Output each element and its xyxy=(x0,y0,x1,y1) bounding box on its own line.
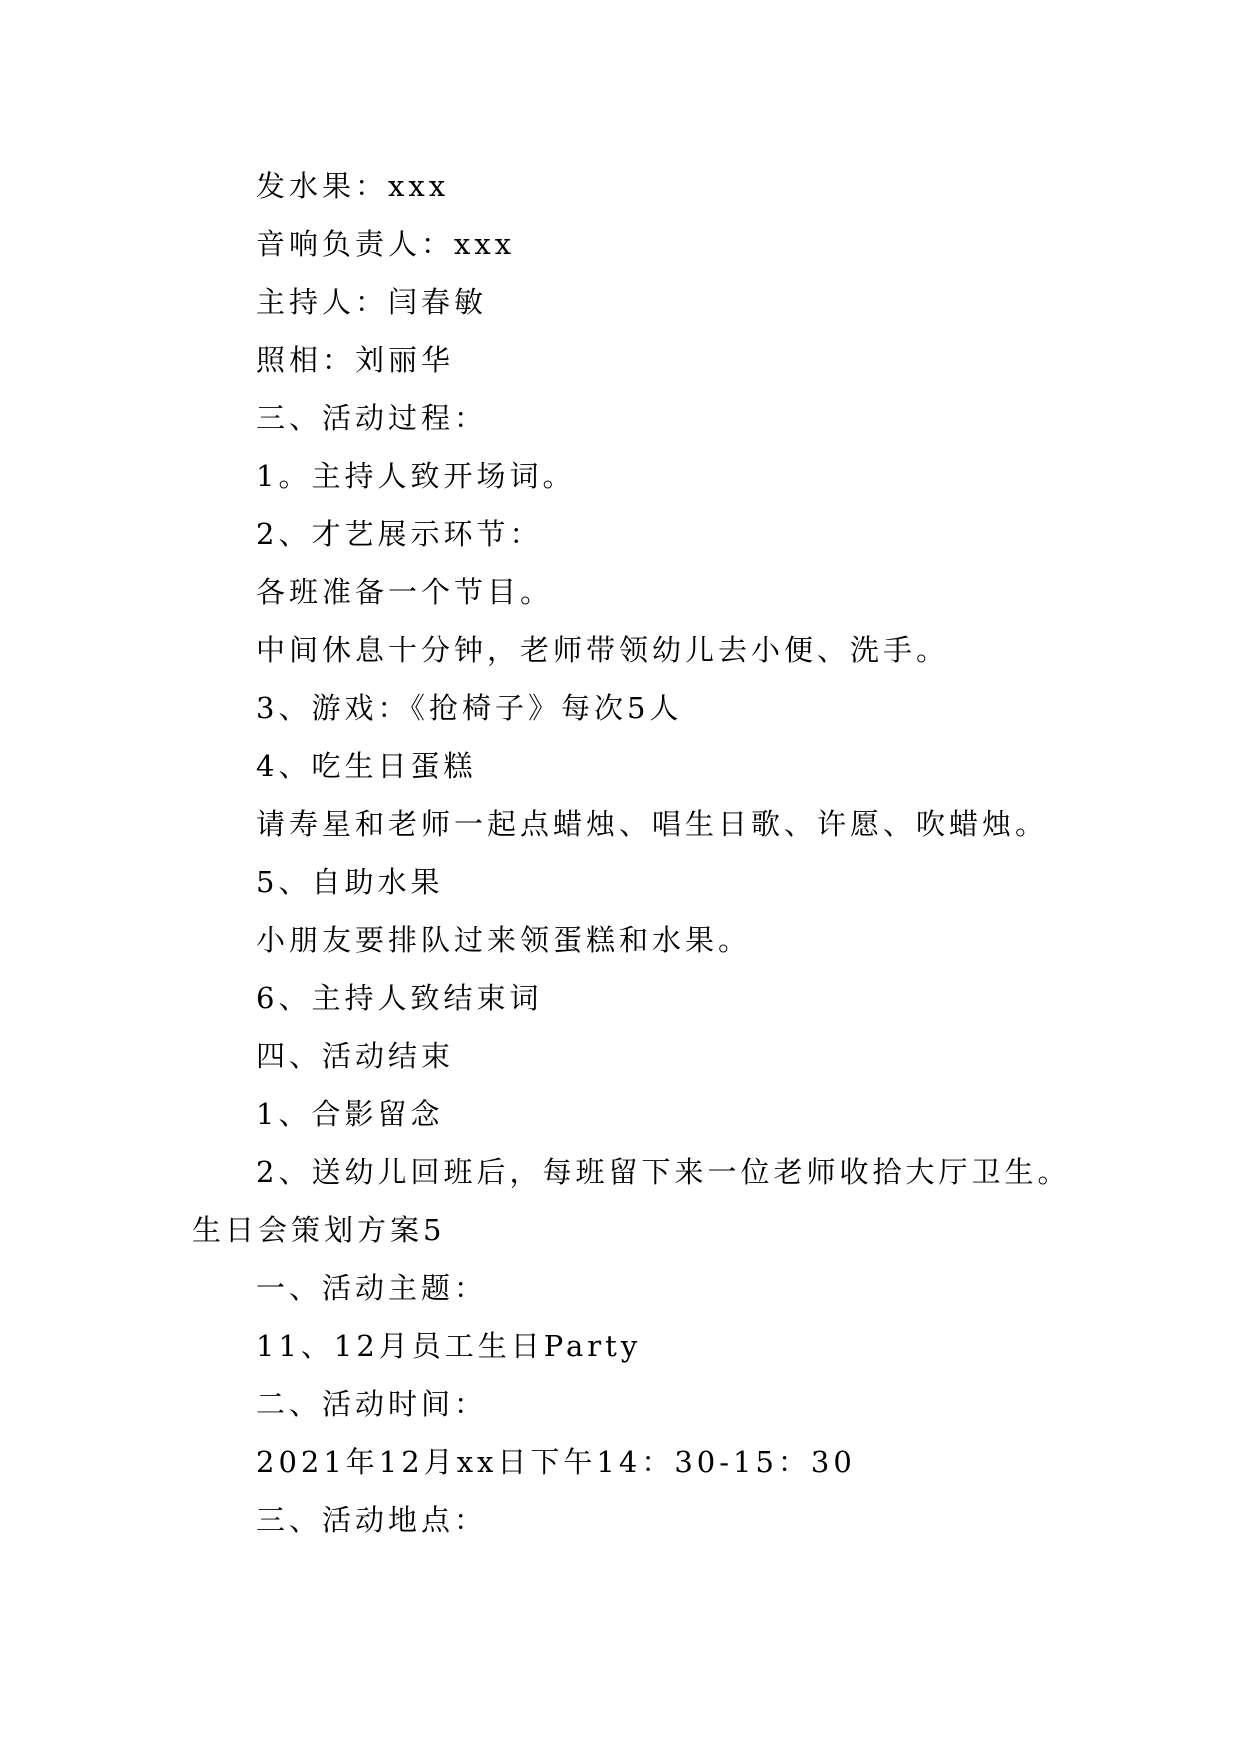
step-game: 3、游戏：《抢椅子》每次5人 xyxy=(256,691,683,725)
fruit-detail: 小朋友要排队过来领蛋糕和水果。 xyxy=(256,923,752,957)
fruit-assignee-line: 发水果：xxx xyxy=(256,169,450,203)
activity-time-value: 2021年12月xx日下午14：30-15：30 xyxy=(256,1445,856,1479)
host-line: 主持人：闫春敏 xyxy=(256,285,488,319)
break-detail: 中间休息十分钟，老师带领幼儿去小便、洗手。 xyxy=(256,633,950,667)
cake-detail: 请寿星和老师一起点蜡烛、唱生日歌、许愿、吹蜡烛。 xyxy=(256,807,1049,841)
step-fruit: 5、自助水果 xyxy=(256,865,444,899)
section-activity-location: 三、活动地点： xyxy=(256,1503,488,1537)
photographer-line: 照相：刘丽华 xyxy=(256,343,455,377)
section-activity-process: 三、活动过程： xyxy=(256,401,488,435)
step-talent-show: 2、才艺展示环节： xyxy=(256,517,543,551)
section-activity-end: 四、活动结束 xyxy=(256,1039,455,1073)
activity-theme-value: 11、12月员工生日Party xyxy=(256,1329,642,1363)
talent-show-detail: 各班准备一个节目。 xyxy=(256,575,554,609)
sound-assignee-line: 音响负责人：xxx xyxy=(256,227,516,261)
plan-5-heading: 生日会策划方案5 xyxy=(192,1213,446,1247)
step-closing-remarks: 6、主持人致结束词 xyxy=(256,981,543,1015)
end-step-cleanup: 2、送幼儿回班后，每班留下来一位老师收拾大厅卫生。 xyxy=(256,1155,1071,1189)
section-activity-theme: 一、活动主题： xyxy=(256,1271,488,1305)
step-cake: 4、吃生日蛋糕 xyxy=(256,749,477,783)
end-step-photo: 1、合影留念 xyxy=(256,1097,444,1131)
section-activity-time: 二、活动时间： xyxy=(256,1387,488,1421)
step-opening-remarks: 1。主持人致开场词。 xyxy=(256,459,576,493)
